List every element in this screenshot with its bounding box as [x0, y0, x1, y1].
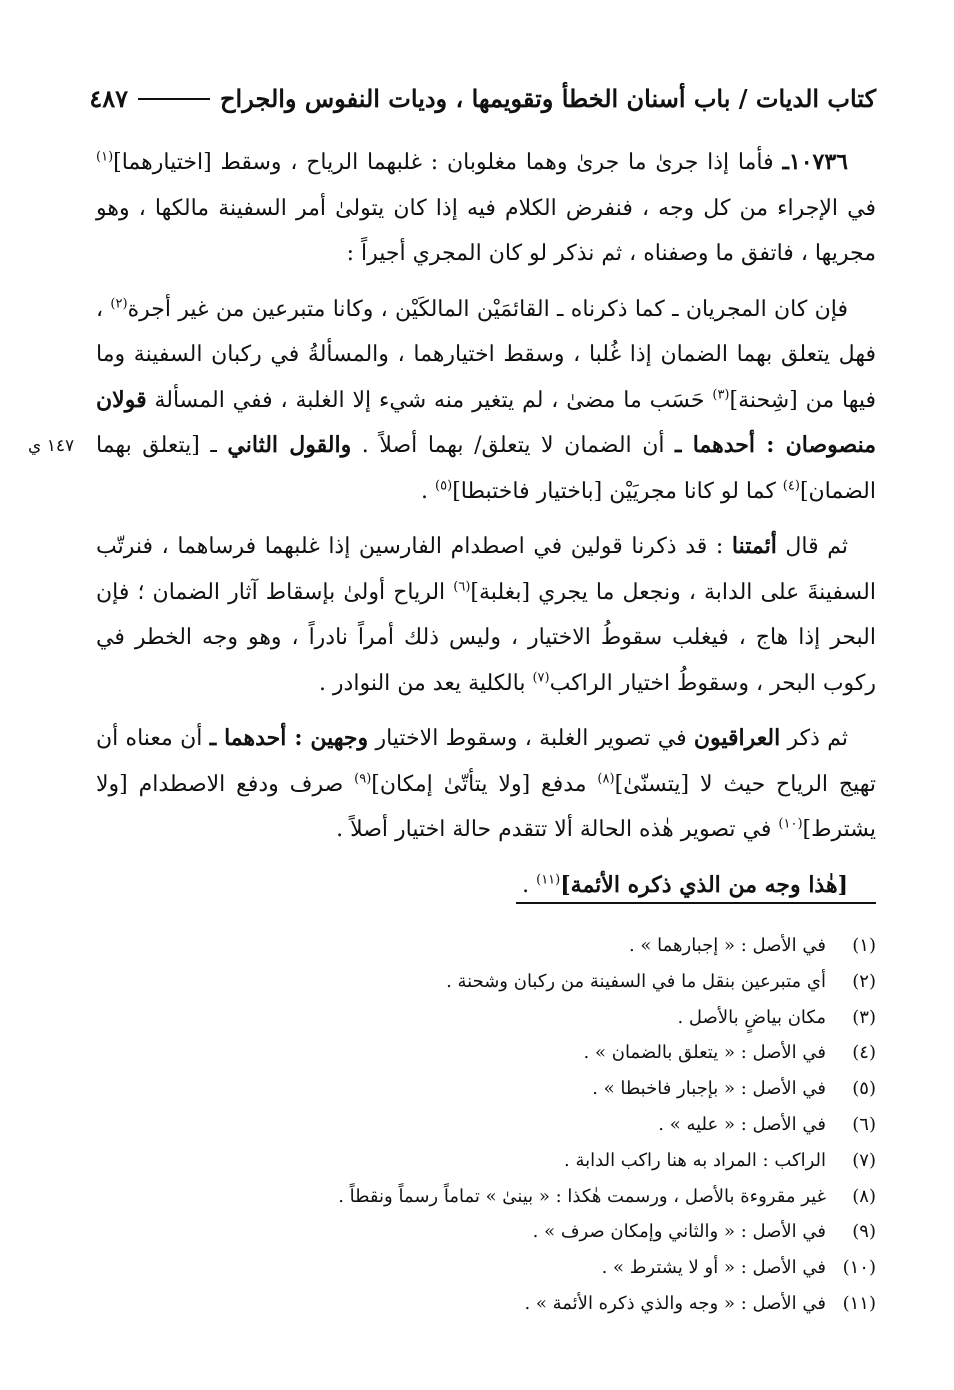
- footnote-number: (٦): [852, 1113, 876, 1135]
- footnote-ref-8[interactable]: (٨): [597, 771, 615, 787]
- footnote-text: أي متبرعين بنقل ما في السفينة من ركبان وشحنة .: [446, 970, 826, 992]
- footnote-number: (٣): [852, 1006, 876, 1028]
- text-run: الرياح أولىٰ بإسقاط آثار الضمان ؛ فإن البحر إذا هاج ، فيغلب سقوطُ الاختيار ، وليس ذلك أمراً نادراً ، وهو وجه الخطر في ركوب البحر ، وسقوطُ اختيار الراكب: [96, 579, 876, 696]
- text-run: .: [421, 478, 436, 504]
- page-number: ٤٨٧: [89, 84, 129, 113]
- text-run: ، فهل يتعلق بهما الضمان إذا غُلبا ، وسقط اختيارهما ، والمسألةُ في ركبان السفينة وما فيها من [شِحنة]: [96, 296, 876, 413]
- paragraph-2: [96, 287, 876, 515]
- footnote-ref-5[interactable]: (٥): [435, 478, 453, 494]
- footnote-text: الراكب : المراد به هنا راكب الدابة .: [564, 1149, 826, 1171]
- footnote-text: في الأصل : « أو لا يشترط » .: [601, 1257, 826, 1279]
- footnote-number: (٥): [852, 1078, 876, 1100]
- footnote-text: في الأصل : « وجه والذي ذكره الأئمة » .: [524, 1292, 826, 1314]
- text-run: ثم ذكر: [780, 726, 848, 751]
- footnote-text: مكان بياضٍ بالأصل .: [677, 1006, 826, 1028]
- footnote-ref-7[interactable]: (٧): [532, 670, 550, 686]
- text-run: فإن كان المجريان ـ كما ذكرناه ـ القائمَيْن المالكَيْن ، وكانا متبرعين من غير أجرة: [127, 296, 849, 322]
- footnote-ref-4[interactable]: (٤): [782, 478, 800, 494]
- footnote-ref-10[interactable]: (١٠): [778, 816, 803, 832]
- footnote-number: (١٠): [842, 1257, 876, 1279]
- margin-note: ١٤٧ ي: [28, 436, 75, 456]
- footnote-text: في الأصل : « يتعلق بالضمان » .: [583, 1042, 826, 1064]
- footnote-ref-1[interactable]: (١): [96, 149, 114, 165]
- text-run: .: [522, 872, 537, 898]
- footnote: [96, 1107, 876, 1143]
- text-run: : قد ذكرنا قولين في اصطدام الفارسين إذا غلبهما فرساهما ، فنرتّب السفينةَ على الدابة ، ونجعل ما يجري [بغلبة]: [96, 534, 876, 605]
- bold-run: العراقيون: [693, 725, 781, 751]
- footnote-text: في الأصل : « عليه » .: [658, 1113, 826, 1135]
- footnote-number: (٢): [852, 970, 876, 992]
- bold-run: قولان منصوصان : أحدهما ـ: [96, 386, 877, 458]
- paragraph-3: [96, 524, 876, 706]
- footnotes: [96, 928, 876, 1322]
- footnote-ref-9[interactable]: (٩): [354, 771, 372, 787]
- footnote: [96, 1000, 876, 1036]
- text-run: ثم قال: [776, 534, 848, 559]
- footnote-number: (١): [852, 935, 876, 956]
- text-run: في تصوير الغلبة ، وسقوط الاختيار: [368, 726, 694, 751]
- paragraph-1: [96, 140, 876, 277]
- footnote: [96, 1035, 876, 1071]
- text-run: صرف ودفع الاصطدام [ولا يشترط]: [96, 771, 876, 842]
- text-run: بالكلية يعد من النوادر .: [318, 670, 533, 696]
- text-run: حَسَب ما مضىٰ ، لم يتغير منه شيء إلا الغلبة ، ففي المسألة: [146, 387, 713, 413]
- footnote-number: (٨): [852, 1185, 876, 1207]
- footnote-ref-6[interactable]: (٦): [453, 579, 471, 595]
- bold-run: وجهين : أحدهما ـ: [209, 725, 369, 751]
- footnote: [96, 964, 876, 1000]
- text-run: أن الضمان لا يتعلق/ بهما أصلاً .: [351, 433, 676, 458]
- footnote-ref-11[interactable]: (١١): [536, 872, 561, 888]
- text-run: مدفع [ولا يتأتّىٰ إمكان]: [371, 771, 598, 797]
- text-run: في تصوير هٰذه الحالة ألا تتقدم حالة اختيار أصلاً .: [336, 817, 779, 842]
- footnote-text: في الأصل : « إجبارهما » .: [628, 935, 826, 956]
- footnote-number: (٤): [852, 1042, 876, 1064]
- footnote-number: (٩): [852, 1221, 876, 1243]
- bold-run: أئمتنا: [731, 533, 777, 559]
- footnote-number: (١١): [842, 1292, 876, 1314]
- footnote: [96, 928, 876, 964]
- text-run: كما لو كانا مجريَيْن [باختيار فاختبطا]: [452, 478, 783, 504]
- text-run: فأما إذا جرىٰ ما جرىٰ وهما مغلوبان : غلبهما الرياح ، وسقط [اختيارهما]: [113, 150, 774, 175]
- bold-run: [هٰذا وجه من الذي ذكره الأئمة]: [560, 871, 848, 898]
- page-header: [89, 84, 876, 113]
- text-run: في الإجراء من كل وجه ، فنفرض الكلام فيه إذا كان يتولىٰ أمر السفينة مالكها ، وهو مجريها ، فاتفق ما وصفناه ، ثم نذكر لو كان المجري أجيراً :: [96, 195, 876, 266]
- footnote: [96, 1143, 876, 1179]
- footnote-text: في الأصل : « والثاني وإمكان صرف » .: [532, 1221, 826, 1243]
- footnote-text: غير مقروءة بالأصل ، ورسمت هٰكذا : « بينىٰ » تماماً رسماً ونقطاً .: [338, 1185, 826, 1207]
- footnote: [96, 1250, 876, 1286]
- running-title: كتاب الديات / باب أسنان الخطأ وتقويمها ، وديات النفوس والجراح: [220, 84, 876, 113]
- footnote: [96, 1286, 876, 1322]
- footnote: [96, 1071, 876, 1107]
- text-run: ـ [يتعلق بهما الضمان]: [96, 433, 876, 504]
- paragraph-number: ١٠٧٣٦ـ: [782, 149, 848, 175]
- footnote-ref-2[interactable]: (٢): [110, 296, 128, 312]
- footnote-text: في الأصل : « بإجبار فاخبطا » .: [592, 1078, 826, 1100]
- paragraph-4: [96, 716, 876, 853]
- footnote-number: (٧): [852, 1149, 876, 1171]
- footnote: [96, 1214, 876, 1250]
- header-rule: [138, 98, 210, 100]
- footnote-ref-3[interactable]: (٣): [712, 387, 730, 403]
- bold-run: والقول الثاني: [227, 432, 352, 458]
- main-text: [96, 140, 876, 918]
- text-run: أن معناه أن تهيج الرياح حيث لا [يتسنّىٰ]: [96, 726, 876, 797]
- footnote: [96, 1179, 876, 1215]
- footnote-separator: [516, 902, 876, 904]
